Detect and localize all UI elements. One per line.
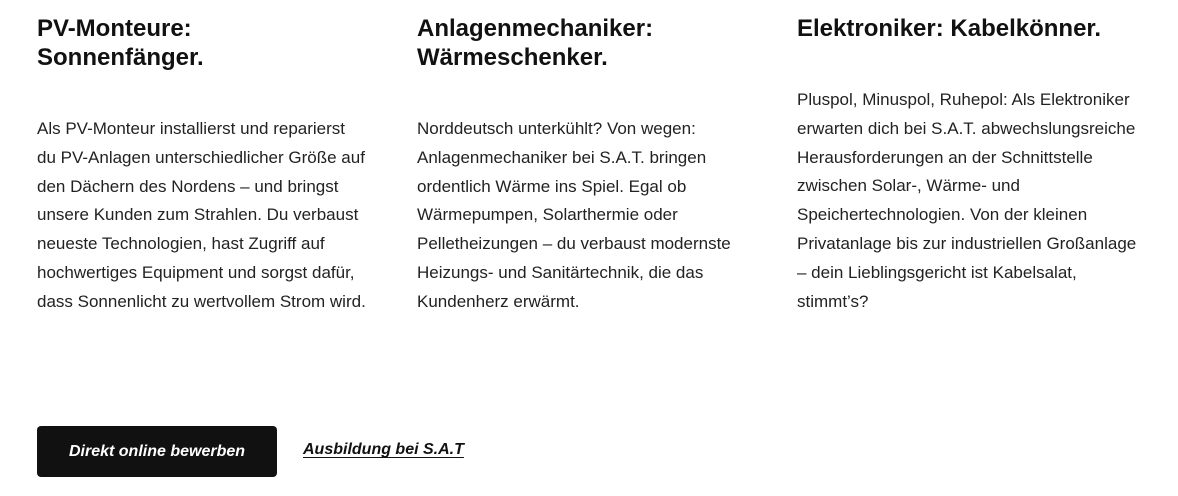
job-title-pv-monteur <box>37 14 367 72</box>
job-description-anlagenmechaniker: Norddeutsch unterkühlt? Von wegen: Anlagenmechaniker bei S.A.T. bringen ordentlich Wärme ins Spiel. Egal ob Wärmepumpen, Solarthermie oder Pelletheizungen – du verbaust modernste Heizungs- und Sanitärtechnik, die das Kundenherz erwärmt. <box>417 119 731 311</box>
apply-online-button[interactable]: Direkt online bewerben <box>37 426 277 477</box>
job-card-anlagenmechaniker <box>417 14 747 317</box>
job-title-line-1: Anlagenmechaniker: <box>417 15 654 42</box>
job-title-line-1: PV-Monteure: <box>37 15 192 42</box>
job-title-elektroniker <box>797 14 1137 43</box>
job-description-elektroniker: Pluspol, Minuspol, Ruhepol: Als Elektroniker erwarten dich bei S.A.T. abwechslungsreiche Herausforderungen an der Schnittstelle zwischen Solar-, Wärme- und Speichertechnologien. Von der kleinen Privatanlage bis zur industriellen Großanlage – dein Lieblingsgericht ist Kabelsalat, stimmt’s? <box>797 90 1137 311</box>
job-card-pv-monteur <box>37 14 367 317</box>
training-link[interactable]: Ausbildung bei S.A.T <box>303 441 464 458</box>
job-title-line-2: Sonnenfänger. <box>37 44 204 71</box>
job-title-line-1: Elektroniker: Kabelkönner. <box>797 15 1102 42</box>
job-title-line-2: Wärmeschenker. <box>417 44 608 71</box>
job-card-elektroniker <box>797 14 1137 316</box>
job-title-anlagenmechaniker <box>417 14 747 72</box>
job-description-pv-monteur: Als PV-Monteur installierst und reparierst du PV-Anlagen unterschiedlicher Größe auf den Dächern des Nordens – und bringst unsere Kunden zum Strahlen. Du verbaust neueste Technologien, hast Zugriff auf hochwertiges Equipment und sorgst dafür, dass Sonnenlicht zu wertvollem Strom wird. <box>37 119 366 311</box>
